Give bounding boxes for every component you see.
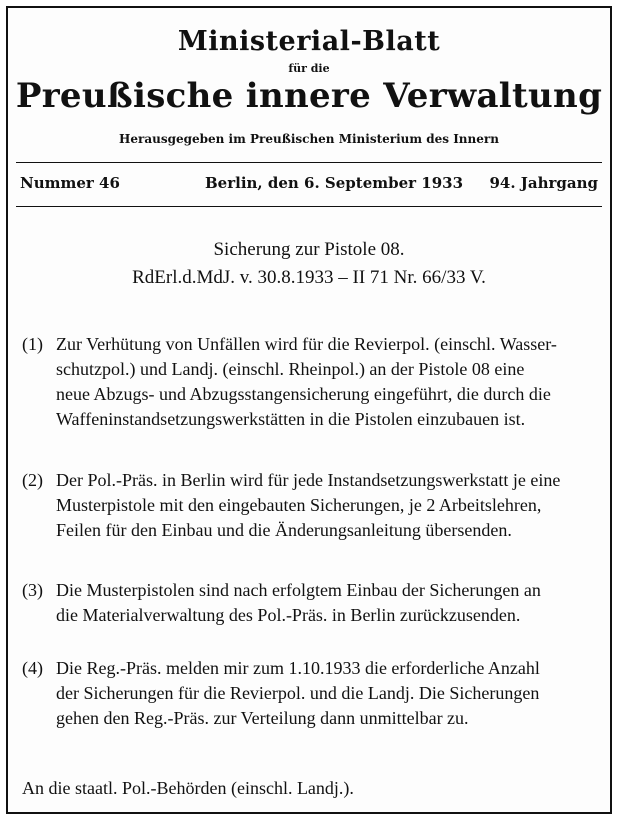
paragraph-line: Zur Verhütung von Unfällen wird für die Revierpol. (einschl. Wasser-: [56, 334, 557, 354]
paragraph-line: Feilen für den Einbau und die Änderungsanleitung übersenden.: [56, 520, 512, 540]
paragraph-number: (3): [22, 580, 43, 600]
paragraph-line: Die Musterpistolen sind nach erfolgtem Einbau der Sicherungen an: [56, 580, 541, 600]
subject-reference: RdErl.d.MdJ. v. 30.8.1933 – II 71 Nr. 66/33 V.: [132, 267, 486, 288]
masthead-main-title: Preußische innere Verwaltung: [15, 76, 603, 116]
paragraph-line: Musterpistole mit den eingebauten Sicherungen, je 2 Arbeitslehren,: [56, 495, 542, 515]
paragraph-number: (4): [22, 658, 43, 678]
decree-subject: [8, 236, 610, 292]
masthead-publisher: Herausgegeben im Preußischen Ministerium des Innern: [119, 132, 499, 146]
paragraph-1: [22, 332, 602, 432]
document-page: [6, 6, 612, 814]
issue-info-row: [20, 174, 598, 196]
paragraph-line: schutzpol.) und Landj. (einschl. Rheinpol.) an der Pistole 08 eine: [56, 359, 525, 379]
masthead-subtitle: für die: [288, 62, 330, 75]
paragraph-number: (2): [22, 470, 43, 490]
header-rule-bottom: [16, 206, 602, 207]
paragraph-line: gehen den Reg.-Präs. zur Verteilung dann unmittelbar zu.: [56, 708, 469, 728]
issue-date: Berlin, den 6. September 1933: [205, 174, 464, 192]
paragraph-line: Die Reg.-Präs. melden mir zum 1.10.1933 die erforderliche Anzahl: [56, 658, 540, 678]
masthead-title: Ministerial-Blatt: [177, 26, 441, 57]
issue-number: Nummer 46: [20, 174, 120, 192]
paragraph-number: (1): [22, 334, 43, 354]
paragraph-line: Waffeninstandsetzungswerkstätten in die Pistolen einzubauen ist.: [56, 409, 526, 429]
addressee-line: An die staatl. Pol.-Behörden (einschl. Landj.).: [22, 778, 354, 798]
paragraph-4: [22, 656, 602, 731]
paragraph-line: die Materialverwaltung des Pol.-Präs. in Berlin zurückzusenden.: [56, 605, 521, 625]
paragraph-line: Der Pol.-Präs. in Berlin wird für jede Instandsetzungswerkstatt je eine: [56, 470, 561, 490]
paragraph-2: [22, 468, 602, 543]
subject-title: Sicherung zur Pistole 08.: [213, 239, 405, 260]
paragraph-3: [22, 578, 602, 628]
issue-year: 94. Jahrgang: [489, 174, 598, 192]
paragraph-line: der Sicherungen für die Revierpol. und die Landj. Die Sicherungen: [56, 683, 540, 703]
header-rule-top: [16, 162, 602, 163]
paragraph-line: neue Abzugs- und Abzugsstangensicherung eingeführt, die durch die: [56, 384, 551, 404]
